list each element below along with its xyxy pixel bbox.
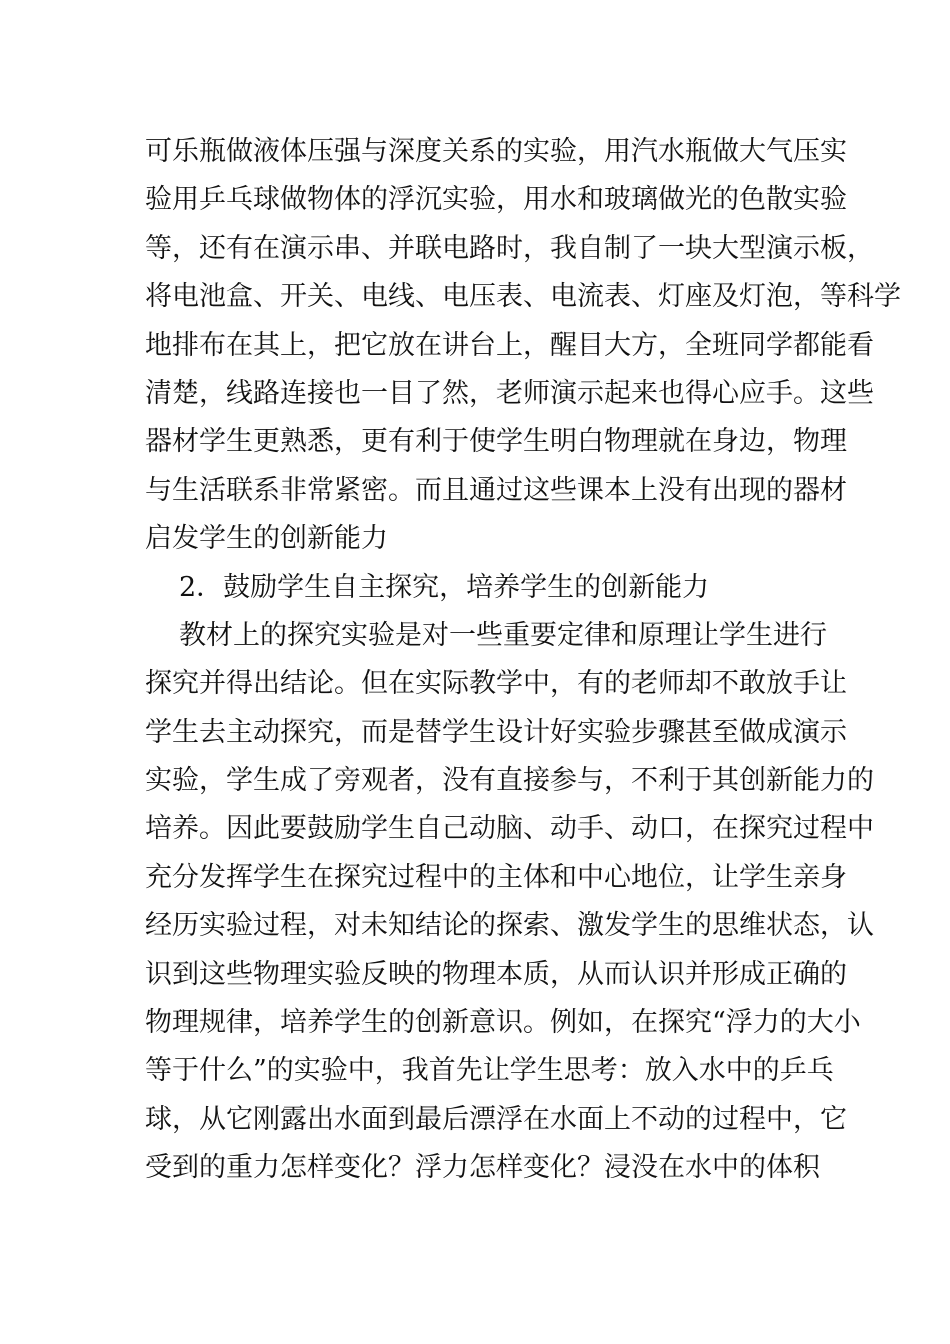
text-line: 将电池盒、开关、电线、电压表、电流表、灯座及灯泡，等科学 xyxy=(145,281,901,313)
text-line: 实验，学生成了旁观者，没有直接参与，不利于其创新能力的 xyxy=(145,765,874,797)
text-line: 等于什么”的实验中，我首先让学生思考：放入水中的乒乓 xyxy=(145,1055,834,1087)
text-line: 探究并得出结论。但在实际教学中，有的老师却不敢放手让 xyxy=(145,668,847,700)
section-heading: 2．鼓励学生自主探究，培养学生的创新能力 xyxy=(179,571,710,603)
paragraph-first-line: 教材上的探究实验是对一些重要定律和原理让学生进行 xyxy=(179,619,827,651)
text-line: 与生活联系非常紧密。而且通过这些课本上没有出现的器材 xyxy=(145,474,847,506)
text-line: 球，从它刚露出水面到最后漂浮在水面上不动的过程中，它 xyxy=(145,1103,847,1135)
text-line: 验用乒乓球做物体的浮沉实验，用水和玻璃做光的色散实验 xyxy=(145,184,847,216)
text-line: 受到的重力怎样变化？浮力怎样变化？浸没在水中的体积 xyxy=(145,1152,820,1184)
text-line: 经历实验过程，对未知结论的探索、激发学生的思维状态，认 xyxy=(145,910,874,942)
text-line: 充分发挥学生在探究过程中的主体和中心地位，让学生亲身 xyxy=(145,861,847,893)
text-line: 等，还有在演示串、并联电路时，我自制了一块大型演示板， xyxy=(145,232,874,264)
text-line: 学生去主动探究，而是替学生设计好实验步骤甚至做成演示 xyxy=(145,716,847,748)
text-line: 地排布在其上，把它放在讲台上，醒目大方，全班同学都能看 xyxy=(145,329,874,361)
body-text xyxy=(145,128,901,1193)
text-line: 可乐瓶做液体压强与深度关系的实验，用汽水瓶做大气压实 xyxy=(145,136,847,167)
text-line: 物理规律，培养学生的创新意识。例如，在探究“浮力的大小 xyxy=(145,1007,861,1039)
text-line: 启发学生的创新能力 xyxy=(145,523,388,555)
text-line: 清楚，线路连接也一目了然，老师演示起来也得心应手。这些 xyxy=(145,377,874,409)
text-line: 培养。因此要鼓励学生自己动脑、动手、动口，在探究过程中 xyxy=(145,813,874,845)
text-line: 器材学生更熟悉，更有利于使学生明白物理就在身边，物理 xyxy=(145,426,847,458)
text-line: 识到这些物理实验反映的物理本质，从而认识并形成正确的 xyxy=(145,958,847,990)
